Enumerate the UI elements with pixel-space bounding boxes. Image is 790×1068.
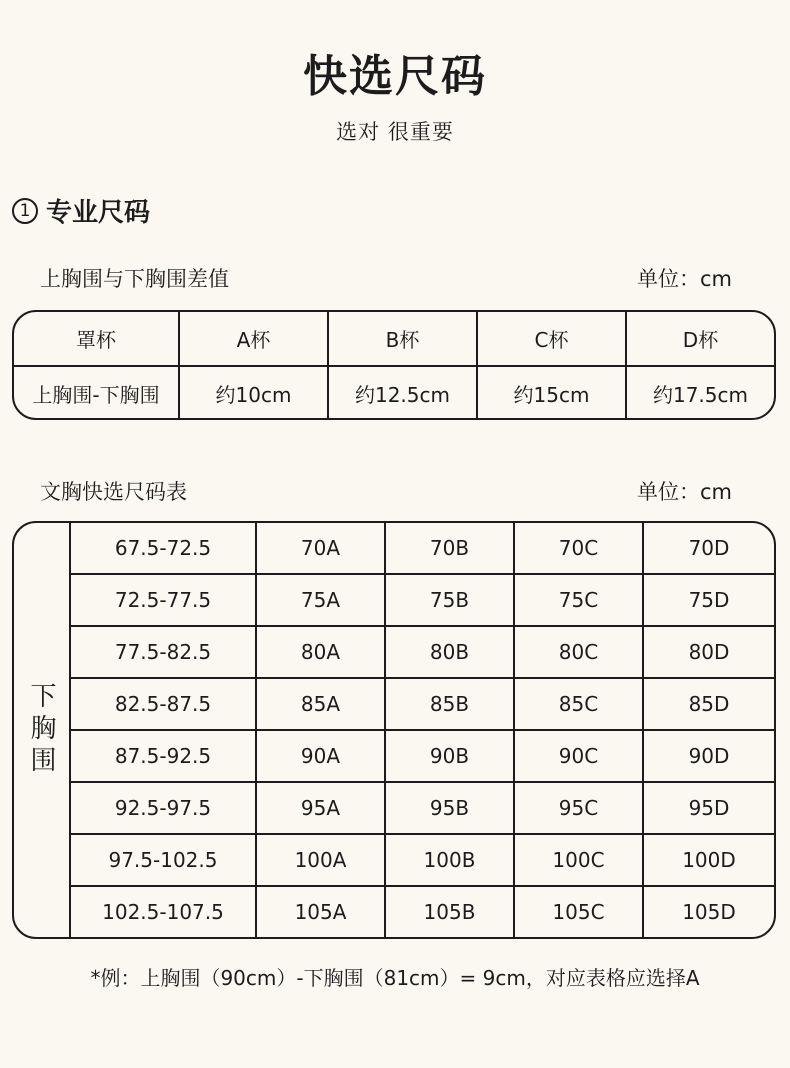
bra-size-cell: 85B bbox=[384, 679, 513, 729]
bra-size-cell: 90D bbox=[642, 731, 774, 781]
underbust-range-cell: 77.5-82.5 bbox=[114, 640, 212, 664]
cup-value-cell: 约15cm bbox=[476, 367, 625, 420]
bra-size-cell: 95A bbox=[255, 783, 384, 833]
cup-value-cell: 约10cm bbox=[178, 367, 327, 420]
underbust-range-cell: 92.5-97.5 bbox=[114, 796, 212, 820]
cup-difference-table bbox=[12, 310, 776, 420]
underbust-range-cell: 102.5-107.5 bbox=[102, 900, 224, 924]
size-table-row bbox=[71, 523, 774, 573]
size-table-caption: 文胸快选尺码表 bbox=[40, 480, 187, 504]
bra-size-cell: 105B bbox=[384, 887, 513, 937]
cup-header-cell: A杯 bbox=[178, 312, 327, 365]
bra-size-cell: 95D bbox=[642, 783, 774, 833]
page-title: 快选尺码 bbox=[303, 51, 487, 102]
underbust-range-cell: 87.5-92.5 bbox=[114, 744, 212, 768]
underbust-range-cell: 82.5-87.5 bbox=[114, 692, 212, 716]
cup-value-cell: 约17.5cm bbox=[625, 367, 774, 420]
bra-size-cell: 105C bbox=[513, 887, 642, 937]
size-table-row bbox=[71, 573, 774, 625]
cup-header-cell: 罩杯 bbox=[76, 328, 116, 352]
bra-size-cell: 105A bbox=[255, 887, 384, 937]
bra-size-cell: 90C bbox=[513, 731, 642, 781]
size-table-row bbox=[71, 677, 774, 729]
size-table-unit: 单位：cm bbox=[636, 480, 732, 504]
bra-size-cell: 75D bbox=[642, 575, 774, 625]
size-table-row bbox=[71, 781, 774, 833]
bra-size-cell: 85A bbox=[255, 679, 384, 729]
side-label-text: 下胸围 bbox=[26, 682, 56, 778]
size-table-body bbox=[71, 523, 774, 937]
example-footnote: *例：上胸围（90cm）-下胸围（81cm）= 9cm，对应表格应选择A bbox=[90, 966, 700, 990]
cup-header-cell: C杯 bbox=[476, 312, 625, 365]
bra-size-cell: 70B bbox=[384, 523, 513, 573]
cup-header-cell: B杯 bbox=[327, 312, 476, 365]
cup-header-cell: D杯 bbox=[625, 312, 774, 365]
cup-header-row bbox=[14, 312, 774, 365]
cup-table-unit: 单位：cm bbox=[636, 267, 732, 291]
bra-size-cell: 100B bbox=[384, 835, 513, 885]
bra-size-cell: 80C bbox=[513, 627, 642, 677]
section-heading bbox=[12, 192, 150, 229]
size-chart-table bbox=[12, 521, 776, 939]
bra-size-cell: 70D bbox=[642, 523, 774, 573]
cup-table-caption: 上胸围与下胸围差值 bbox=[40, 267, 229, 291]
cup-value-cell: 约12.5cm bbox=[327, 367, 476, 420]
underbust-range-cell: 72.5-77.5 bbox=[114, 588, 212, 612]
bra-size-cell: 75A bbox=[255, 575, 384, 625]
page-subtitle: 选对 很重要 bbox=[336, 120, 454, 144]
size-table-row bbox=[71, 833, 774, 885]
underbust-range-cell: 97.5-102.5 bbox=[108, 848, 218, 872]
bra-size-cell: 75C bbox=[513, 575, 642, 625]
section-title: 专业尺码 bbox=[46, 198, 151, 228]
bra-size-cell: 80B bbox=[384, 627, 513, 677]
size-table-row bbox=[71, 885, 774, 937]
bra-size-cell: 100C bbox=[513, 835, 642, 885]
bra-size-cell: 90A bbox=[255, 731, 384, 781]
bra-size-cell: 70A bbox=[255, 523, 384, 573]
bra-size-cell: 70C bbox=[513, 523, 642, 573]
size-table-row bbox=[71, 729, 774, 781]
bra-size-cell: 95C bbox=[513, 783, 642, 833]
bra-size-cell: 75B bbox=[384, 575, 513, 625]
bra-size-cell: 85C bbox=[513, 679, 642, 729]
bra-size-cell: 95B bbox=[384, 783, 513, 833]
bra-size-cell: 80A bbox=[255, 627, 384, 677]
bra-size-cell: 85D bbox=[642, 679, 774, 729]
bra-size-cell: 100A bbox=[255, 835, 384, 885]
bra-size-cell: 80D bbox=[642, 627, 774, 677]
bra-size-cell: 90B bbox=[384, 731, 513, 781]
underbust-range-cell: 67.5-72.5 bbox=[114, 536, 212, 560]
cup-value-row bbox=[14, 365, 774, 420]
size-table-row bbox=[71, 625, 774, 677]
cup-value-cell: 上胸围-下胸围 bbox=[32, 383, 160, 407]
bra-size-cell: 100D bbox=[642, 835, 774, 885]
bra-size-cell: 105D bbox=[642, 887, 774, 937]
section-number: 1 bbox=[12, 198, 38, 224]
underbust-side-label bbox=[14, 523, 71, 937]
